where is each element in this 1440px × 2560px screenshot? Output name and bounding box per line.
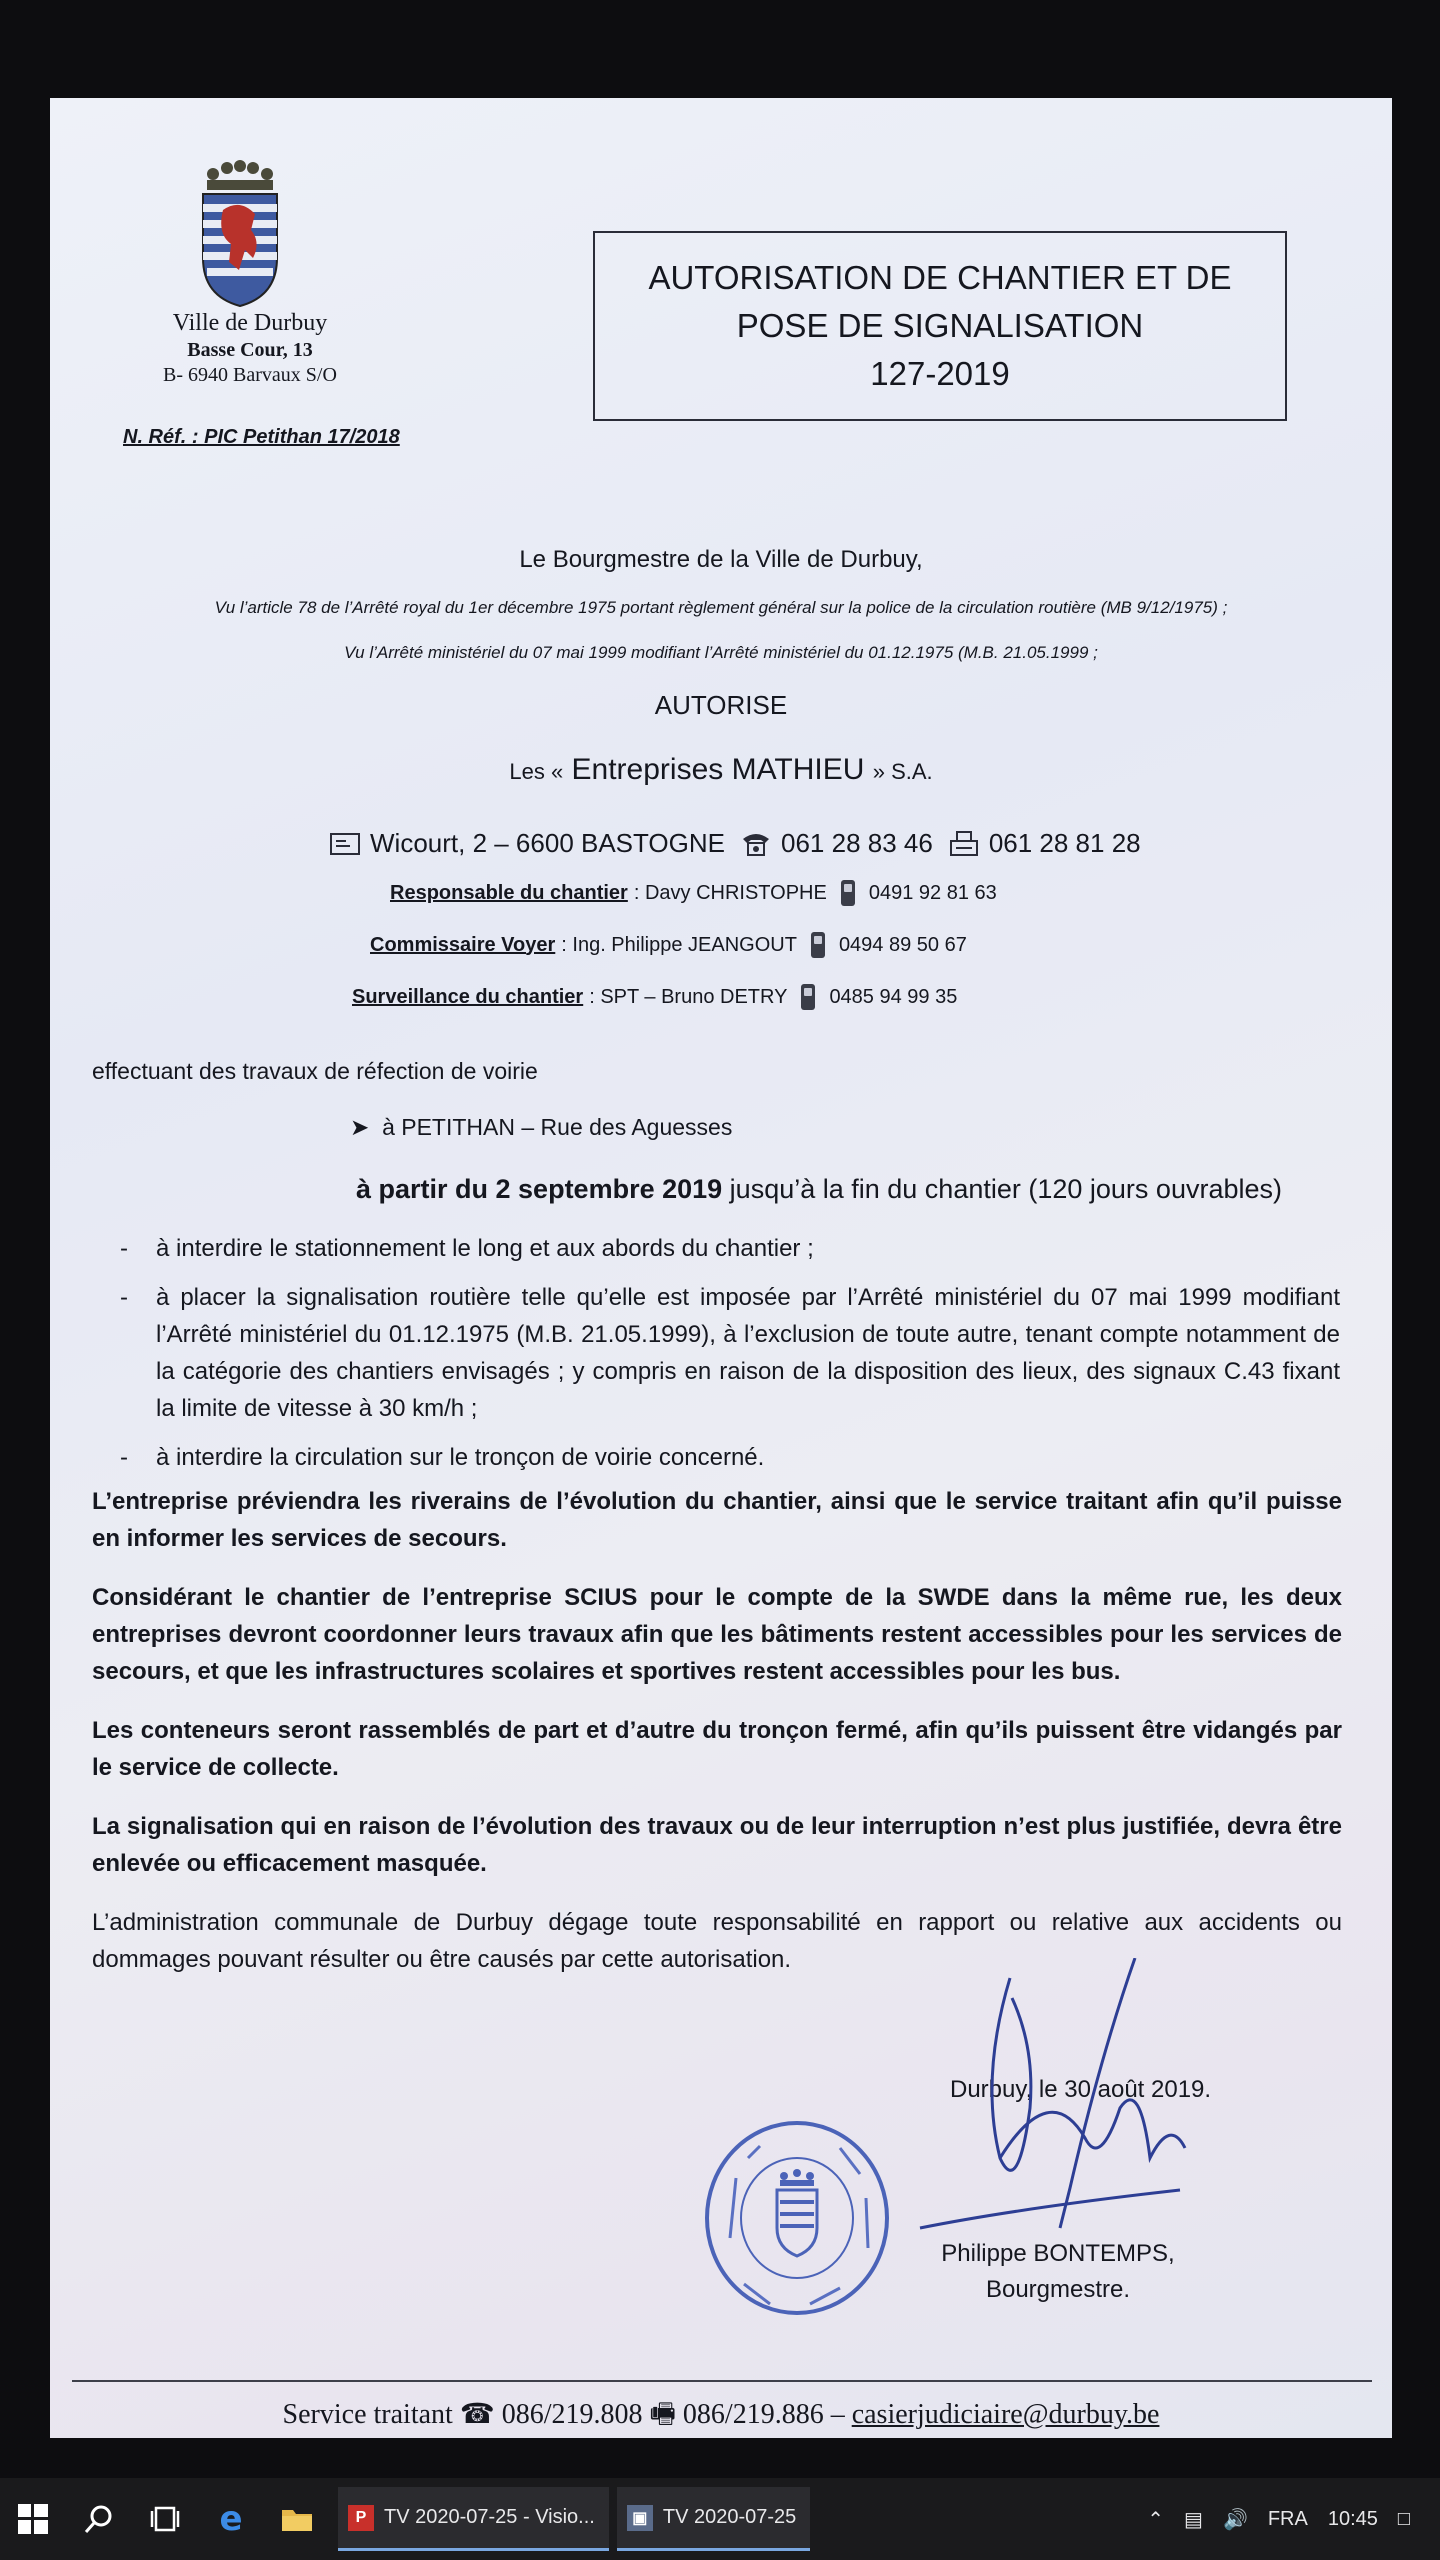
signer-title: Bourgmestre.: [985, 2276, 1131, 2303]
role-label: Responsable du chantier: [390, 881, 628, 904]
company-prefix: Les «: [509, 759, 564, 784]
opening-line: Le Bourgmestre de la Ville de Durbuy,: [519, 546, 923, 573]
task-view-icon[interactable]: [132, 2478, 198, 2560]
reference-number: N. Réf. : PIC Petithan 17/2018: [123, 426, 400, 448]
role-person: : Ing. Philippe JEANGOUT: [561, 933, 797, 956]
language-indicator[interactable]: FRA: [1267, 2507, 1308, 2530]
role-person: : SPT – Bruno DETRY: [589, 985, 788, 1008]
list-item: - à interdire la circulation sur le tronçon de voirie concerné.: [120, 1444, 765, 1471]
footer-service: Service traitant: [282, 2399, 453, 2430]
volume-icon[interactable]: 🔊: [1222, 2508, 1248, 2531]
footer-fax: 086/219.886 –: [682, 2399, 845, 2430]
official-seal-icon: [700, 2118, 895, 2318]
footer-contact: [50, 2393, 1392, 2438]
telephone-icon: [741, 831, 771, 857]
notification-icon[interactable]: □: [1397, 2507, 1410, 2530]
paragraph: L’entreprise préviendra les riverains de l’évolution du chantier, ainsi que le service traitant afin qu’il puisse en informer les services de secours.: [92, 1488, 1342, 1552]
title-line-1: AUTORISATION DE CHANTIER ET DE: [648, 259, 1232, 296]
company-contact: [330, 828, 1141, 859]
list-item: - à interdire le stationnement le long et aux abords du chantier ;: [120, 1235, 814, 1262]
taskbar-app-pdf[interactable]: [338, 2487, 609, 2551]
municipality-name: Ville de Durbuy: [172, 310, 328, 336]
legal-basis-2: Vu l’Arrêté ministériel du 07 mai 1999 modifiant l’Arrêté ministériel du 01.12.1975 (M.B. 21.05.1999 ;: [344, 643, 1098, 662]
body-paragraphs: [92, 1483, 1342, 2000]
footer-email: casierjudiciaire@durbuy.be: [851, 2399, 1160, 2430]
company-address: Wicourt, 2 – 6600 BASTOGNE: [370, 828, 725, 858]
pdf-app-icon: P: [348, 2505, 374, 2531]
windows-start-icon[interactable]: [0, 2478, 66, 2560]
title-line-2: POSE DE SIGNALISATION: [736, 307, 1144, 344]
paragraph: Considérant le chantier de l’entreprise SCIUS pour le compte de la SWDE dans la même rue, les deux entreprises devront coordonner leurs travaux afin que les bâtiments restent accessibles pour les services de secours, et que les infrastructures scolaires et sportives restent accessibles pour les bus.: [92, 1584, 1342, 1685]
works-period: [356, 1174, 1282, 1205]
document-page: [50, 98, 1392, 2438]
system-tray: [1137, 2478, 1440, 2560]
signer-block: [928, 2236, 1188, 2308]
municipality-street: Basse Cour, 13: [187, 339, 313, 361]
municipality-address: [110, 310, 390, 387]
taskbar-app-label: TV 2020-07-25: [662, 2506, 797, 2528]
taskbar-app-label: TV 2020-07-25 - Visio...: [384, 2506, 595, 2528]
signature-date: Durbuy, le 30 août 2019.: [950, 2076, 1212, 2103]
role-mobile: 0485 94 99 35: [829, 985, 958, 1008]
role-row: [390, 880, 1290, 906]
footer-fax-icon: 🖷: [649, 2399, 676, 2430]
footer-divider: [72, 2380, 1372, 2382]
search-icon[interactable]: [66, 2478, 132, 2560]
coat-of-arms-icon: [195, 158, 285, 308]
municipality-city: B- 6940 Barvaux S/O: [163, 364, 337, 386]
company-name-line: [50, 753, 1392, 787]
role-label: Surveillance du chantier: [352, 985, 584, 1008]
mobile-phone-icon: [811, 932, 825, 958]
document-title-box: [593, 231, 1287, 421]
role-mobile: 0494 89 50 67: [838, 933, 967, 956]
role-row: [370, 932, 1270, 958]
handwritten-signature: [900, 1958, 1240, 2238]
conditions-list: [120, 1230, 1340, 1488]
start-date: à partir du 2 septembre 2019: [356, 1174, 723, 1204]
windows-taskbar: [0, 2478, 1440, 2560]
network-icon[interactable]: ▤: [1184, 2508, 1203, 2531]
list-item: - à placer la signalisation routière telle qu’elle est imposée par l’Arrêté ministériel du 07 mai 1999 modifiant l’Arrêté ministériel du 01.12.1975 (M.B. 21.05.1999), à l’exclusion de toute autre, tenant compte notamment de la catégorie des chantiers envisagés ; y compris en raison de la disposition des lieux, des signaux C.43 fixant la limite de vitesse à 30 km/h ;: [120, 1284, 1340, 1422]
arrow-bullet-icon: ➤: [350, 1114, 383, 1140]
chevron-up-icon[interactable]: ⌃: [1147, 2508, 1165, 2531]
footer-phone-icon: ☎: [459, 2399, 495, 2430]
fax-icon: [949, 831, 979, 857]
role-person: : Davy CHRISTOPHE: [633, 881, 827, 904]
file-explorer-icon[interactable]: [264, 2478, 330, 2560]
address-card-icon: [330, 831, 360, 857]
signer-name: Philippe BONTEMPS,: [941, 2240, 1175, 2267]
paragraph: Les conteneurs seront rassemblés de part et d’autre du tronçon fermé, afin qu’ils puissent être vidangés par le service de collecte.: [92, 1717, 1342, 1781]
role-row: [352, 984, 1252, 1010]
company-name: Entreprises MATHIEU: [571, 753, 865, 786]
company-phone: 061 28 83 46: [781, 828, 933, 858]
company-fax: 061 28 81 28: [988, 828, 1141, 858]
title-number: 127-2019: [870, 355, 1010, 392]
role-mobile: 0491 92 81 63: [868, 881, 997, 904]
taskbar-app-viewer[interactable]: [617, 2487, 810, 2551]
paragraph: La signalisation qui en raison de l’évolution des travaux ou de leur interruption n’est plus justifiée, devra être enlevée ou efficacement masquée.: [92, 1813, 1342, 1877]
duration: jusqu’à la fin du chantier (120 jours ouvrables): [722, 1174, 1282, 1204]
mobile-phone-icon: [801, 984, 815, 1010]
authorises-heading: AUTORISE: [654, 690, 788, 720]
legal-basis-1: Vu l’article 78 de l’Arrêté royal du 1er décembre 1975 portant règlement général sur la police de la circulation routière (MB 9/12/1975) ;: [214, 598, 1228, 617]
works-location: ➤ à PETITHAN – Rue des Aguesses: [350, 1114, 733, 1140]
clock[interactable]: 10:45: [1327, 2507, 1378, 2530]
viewer-app-icon: ▣: [627, 2505, 653, 2531]
company-suffix: » S.A.: [872, 759, 933, 784]
edge-browser-icon[interactable]: e: [219, 2499, 243, 2539]
paragraph: L’administration communale de Durbuy dégage toute responsabilité en rapport ou relative aux accidents ou dommages pouvant résulter ou être causés par cette autorisation.: [92, 1909, 1342, 1973]
footer-phone: 086/219.808: [501, 2399, 643, 2430]
role-label: Commissaire Voyer: [370, 933, 556, 956]
works-description: effectuant des travaux de réfection de voirie: [92, 1058, 538, 1084]
mobile-phone-icon: [841, 880, 855, 906]
